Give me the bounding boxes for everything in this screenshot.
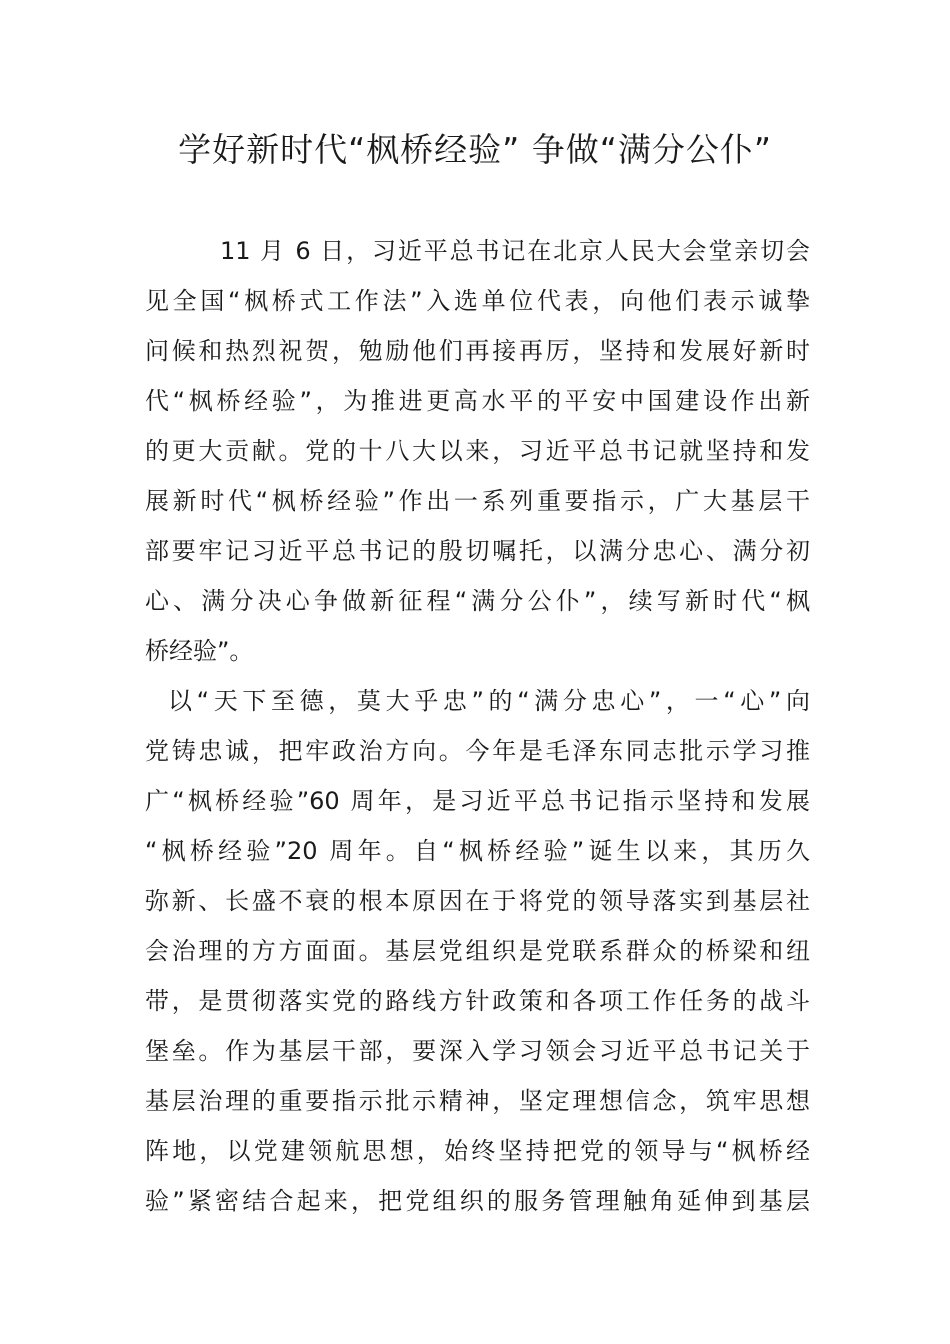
text-line: 问候和热烈祝贺，勉励他们再接再厉，坚持和发展好新时 [145,337,810,365]
text-line: 基层治理的重要指示批示精神，坚定理想信念，筑牢思想 [145,1087,810,1115]
text-line: 弥新、长盛不衰的根本原因在于将党的领导落实到基层社 [145,887,810,915]
text-line: 党铸忠诚，把牢政治方向。今年是毛泽东同志批示学习推 [145,737,810,765]
text-line: “枫桥经验”20 周年。自“枫桥经验”诞生以来，其历久 [145,837,810,865]
text-line: 带，是贯彻落实党的路线方针政策和各项工作任务的战斗 [145,987,810,1015]
text-line: 验”紧密结合起来，把党组织的服务管理触角延伸到基层 [145,1187,810,1215]
text-line: 桥经验”。 [145,637,254,665]
text-line: 11 月 6 日，习近平总书记在北京人民大会堂亲切会 [220,237,810,265]
text-line: 阵地，以党建领航思想，始终坚持把党的领导与“枫桥经 [145,1137,810,1165]
text-line: 展新时代“枫桥经验”作出一系列重要指示，广大基层干 [145,487,810,515]
text-line: 见全国“枫桥式工作法”入选单位代表，向他们表示诚挚 [145,287,810,315]
text-line: 部要牢记习近平总书记的殷切嘱托，以满分忠心、满分初 [145,537,810,565]
text-line: 广“枫桥经验”60 周年，是习近平总书记指示坚持和发展 [145,787,810,815]
text-line: 堡垒。作为基层干部，要深入学习领会习近平总书记关于 [145,1037,810,1065]
text-line: 的更大贡献。党的十八大以来，习近平总书记就坚持和发 [145,437,810,465]
text-line: 会治理的方方面面。基层党组织是党联系群众的桥梁和纽 [145,937,810,965]
text-line: 以“天下至德，莫大乎忠”的“满分忠心”，一“心”向 [168,687,810,715]
document-title: 学好新时代“枫桥经验” 争做“满分公仆” [178,130,772,169]
text-line: 心、满分决心争做新征程“满分公仆”，续写新时代“枫 [145,587,810,615]
text-line: 代“枫桥经验”，为推进更高水平的平安中国建设作出新 [145,387,810,415]
